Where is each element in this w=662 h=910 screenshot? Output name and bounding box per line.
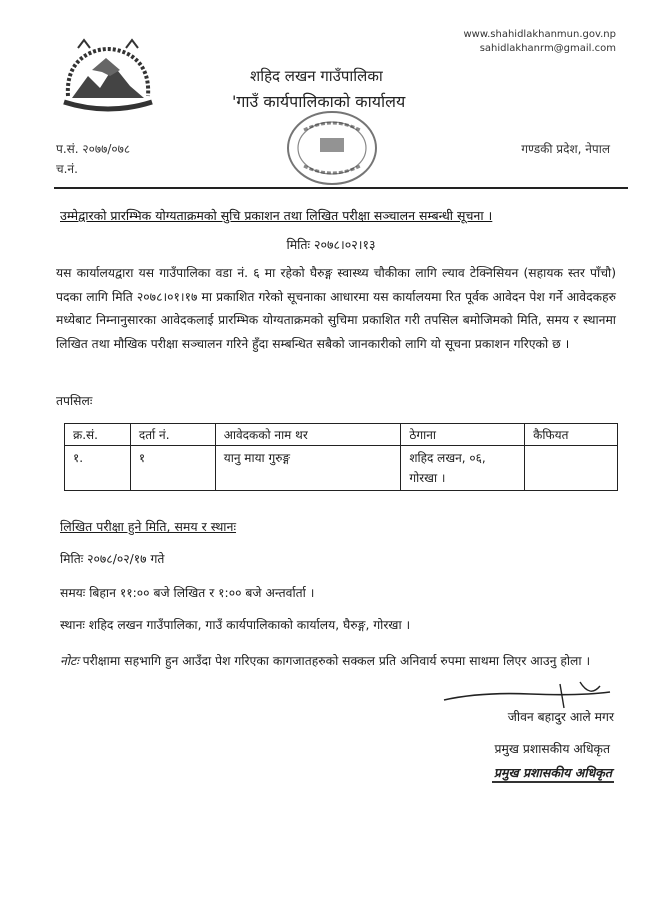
- exam-place: स्थानः शहिद लखन गाउँपालिका, गाउँ कार्यपालिकाको कार्यालय, घैरुङ्ग, गोरखा ।: [60, 618, 411, 632]
- col-applicant-name: आवेदकको नाम थर: [215, 424, 401, 446]
- dispatch-number: च.नं.: [56, 162, 78, 176]
- nepal-emblem-icon: [58, 36, 158, 114]
- col-remarks: कैफियत: [525, 424, 618, 446]
- cell-applicant-name: यानु माया गुरुङ्ग: [215, 446, 401, 491]
- signatory-designation: प्रमुख प्रशासकीय अधिकृत: [494, 742, 610, 756]
- designation-stamp: प्रमुख प्रशासकीय अधिकृत: [492, 764, 614, 783]
- signatory-name: जीवन बहादुर आले मगर: [507, 710, 614, 724]
- exam-note: [60, 650, 620, 673]
- contact-block: [463, 28, 616, 56]
- col-serial: क्र.सं.: [65, 424, 131, 446]
- website-text: www.shahidlakhanmun.gov.np: [463, 29, 616, 40]
- cell-address: शहिद लखन, ०६, गोरखा ।: [401, 446, 525, 491]
- table-row: [65, 446, 618, 491]
- office-seal-icon: [284, 108, 380, 188]
- details-label: तपसिलः: [56, 394, 93, 408]
- exam-date: मितिः २०७८/०२/१७ गते: [60, 552, 165, 566]
- note-text: परीक्षामा सहभागि हुन आउँदा पेश गरिएका कागजातहरुको सक्कल प्रति अनिवार्य रुपमा साथमा लिएर आउनु होला ।: [78, 654, 591, 668]
- notice-body: यस कार्यालयद्वारा यस गाउँपालिका वडा नं. ६ मा रहेको घैरुङ्ग स्वास्थ्य चौकीका लागि ल्याव टेक्निसियन (सहायक स्तर पाँचौ) पदका लागि मिति २०७८।०१।१७ मा प्रकाशित गरेको सूचनाका आधारमा यस कार्यालयमा रित पूर्वक आवेदन पेश गर्ने आवेदकहरु मध्येबाट निम्नानुसारका आवेदकलाई प्रारम्भिक योग्यताक्रमको सुचिमा प्रकाशित गरी तपसिल बमोजिमको मिति, समय र स्थानमा लिखित तथा मौखिक परीक्षा सञ्चालन गरिने हुँदा सम्बन्धित सबैको जानकारीको लागि यो सूचना प्रकाशन गरिएको छ ।: [56, 266, 616, 351]
- municipality-name: शहिद लखन गाउँपालिका: [250, 67, 383, 85]
- candidate-table: [64, 423, 618, 491]
- notice-subject: उम्मेद्वारको प्रारम्भिक योग्यताक्रमको सुचि प्रकाशन तथा लिखित परीक्षा सञ्चालन सम्बन्धी सूचना ।: [60, 208, 493, 223]
- col-address: ठेगाना: [401, 424, 525, 446]
- header-divider: [54, 187, 628, 189]
- cell-remarks: [525, 446, 618, 491]
- email-text: sahidlakhanrm@gmail.com: [479, 43, 616, 54]
- province-text: गण्डकी प्रदेश, नेपाल: [521, 142, 610, 156]
- table-header-row: [65, 424, 618, 446]
- office-name: 'गाउँ कार्यपालिकाको कार्यालय: [232, 92, 406, 111]
- letter-number: प.सं. २०७७/०७८: [56, 142, 131, 156]
- exam-time: समयः बिहान ११:०० बजे लिखित र १:०० बजे अन्तर्वार्ता ।: [60, 586, 315, 600]
- exam-heading: लिखित परीक्षा हुने मिति, समय र स्थानः: [60, 519, 237, 534]
- col-registration: दर्ता नं.: [130, 424, 215, 446]
- cell-registration: १: [130, 446, 215, 491]
- notice-date: मितिः २०७८।०२।१३: [286, 237, 376, 252]
- note-prefix: नोटः: [60, 654, 79, 668]
- cell-serial: १.: [65, 446, 131, 491]
